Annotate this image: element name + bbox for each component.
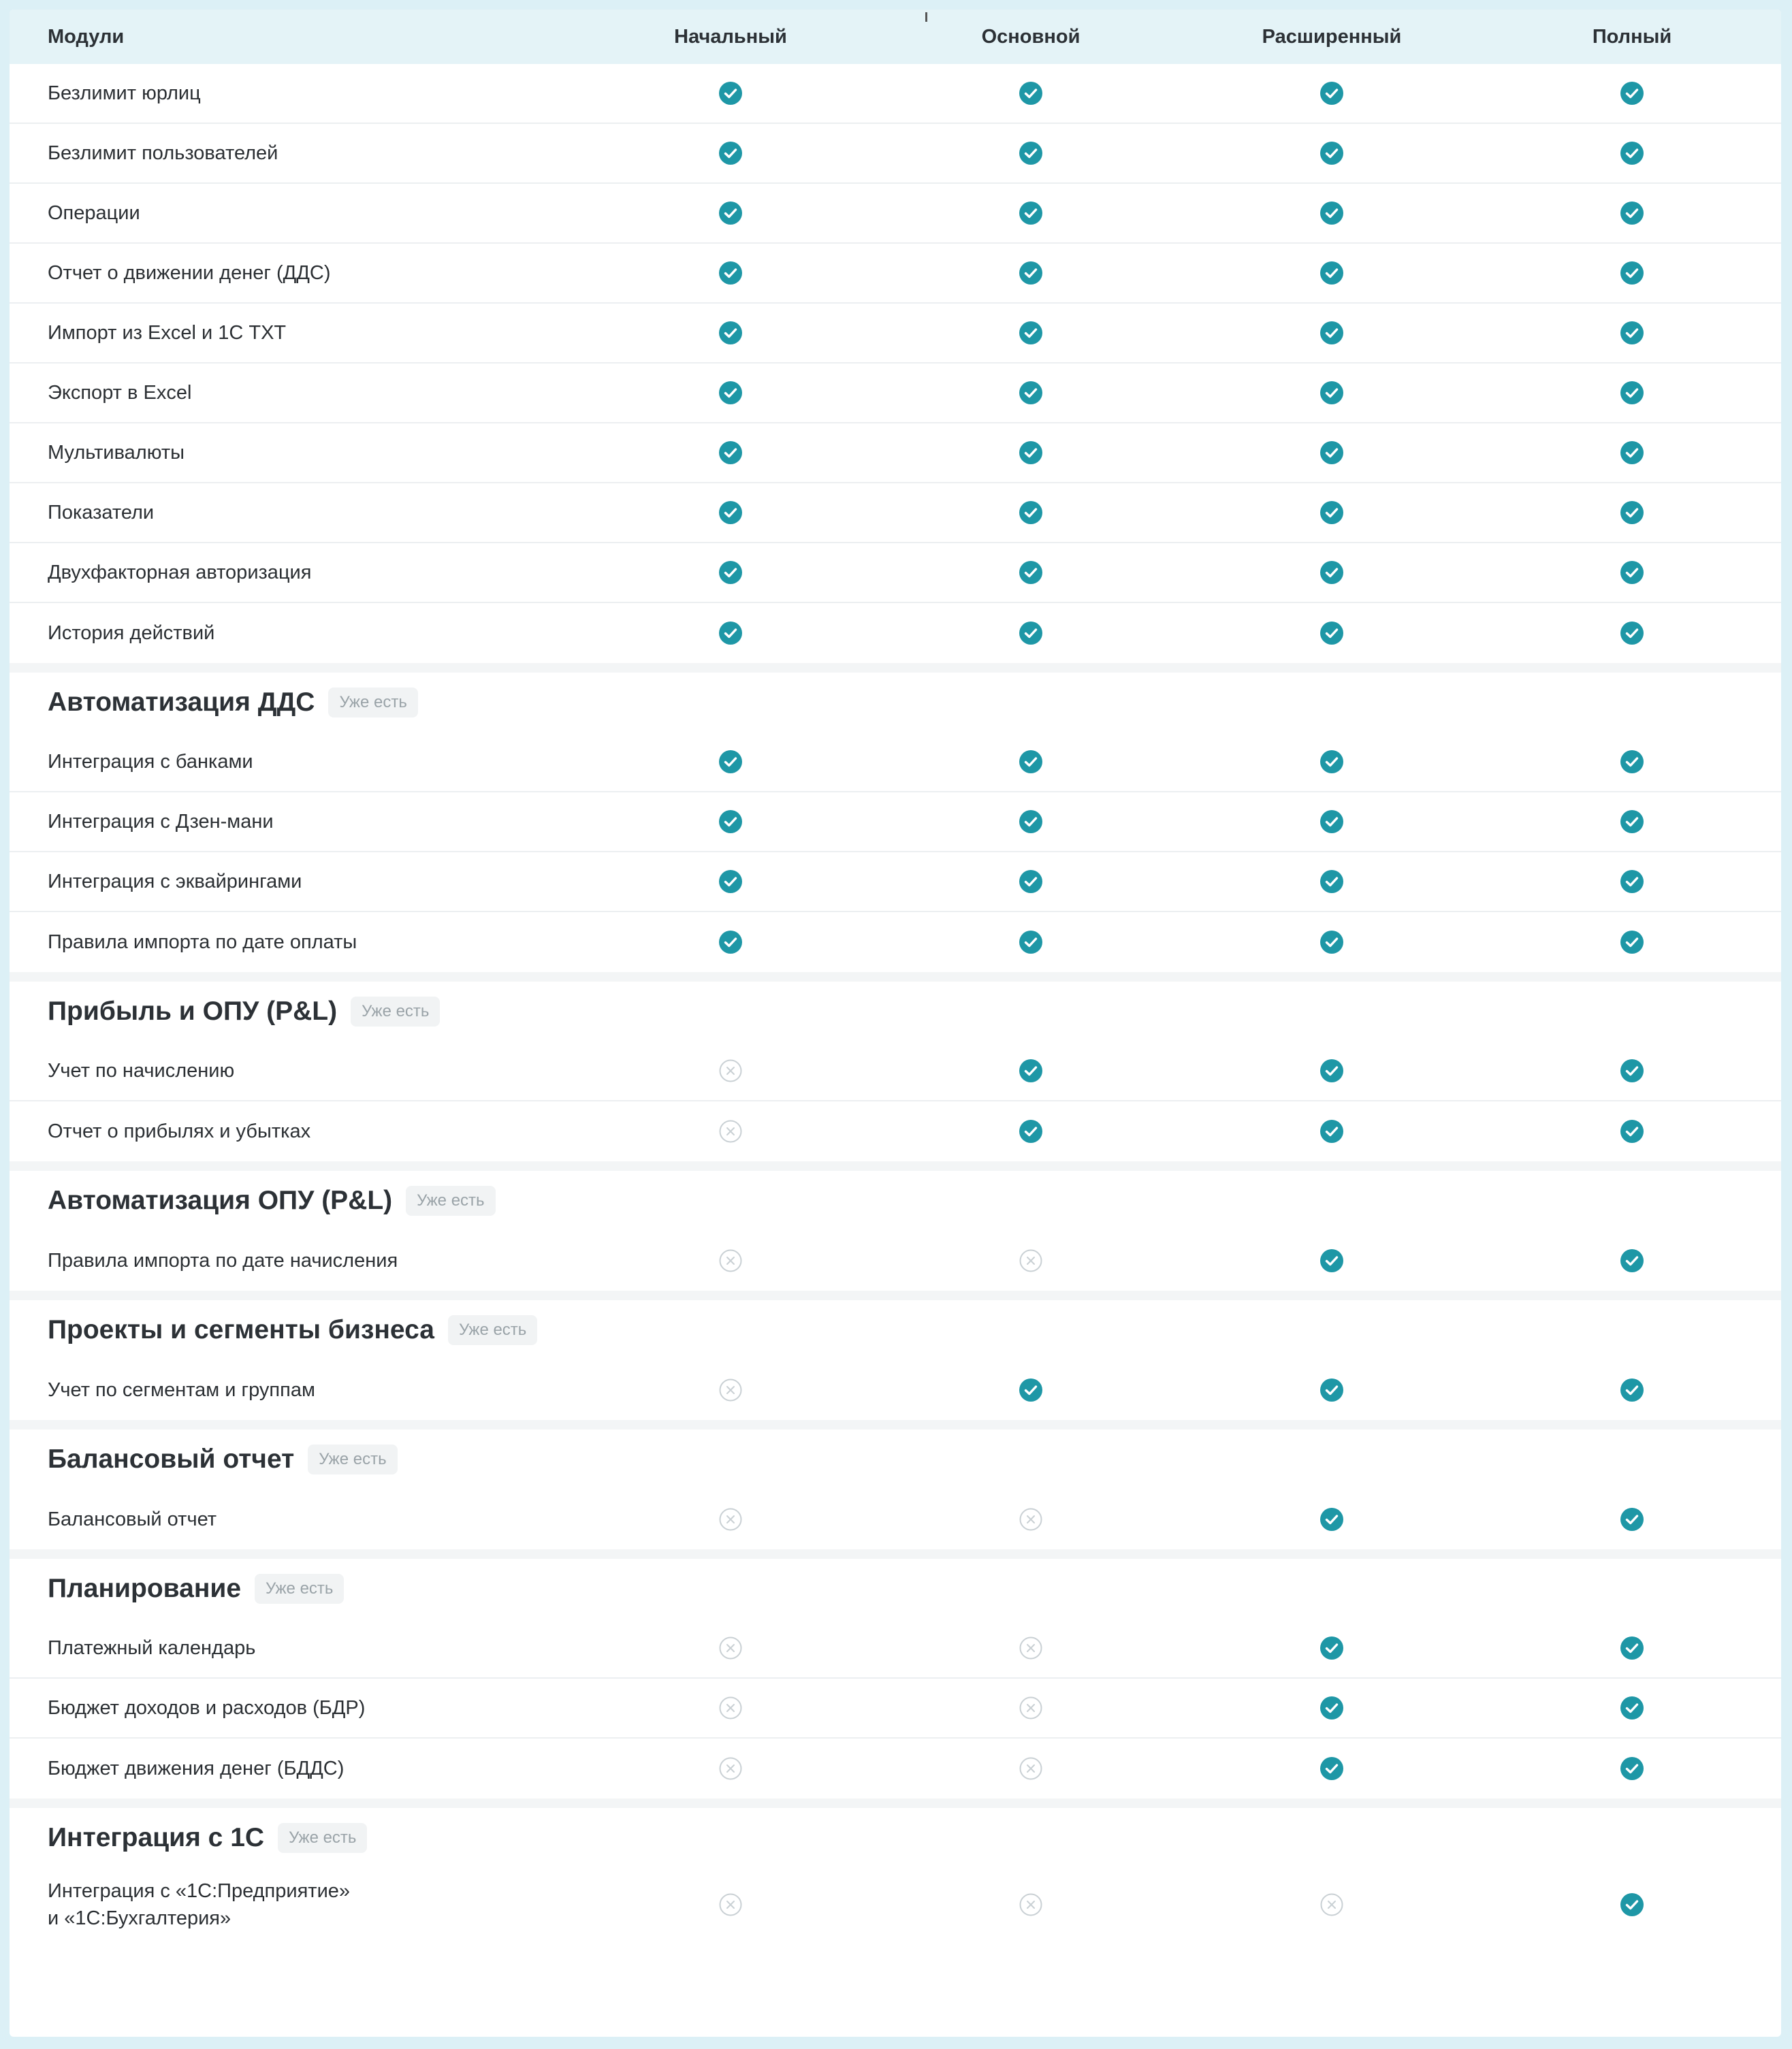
included-cell: [1620, 749, 1644, 774]
included-cell: [1620, 560, 1644, 585]
included-cell: [1319, 1507, 1344, 1532]
check-circle-icon: [1319, 1636, 1344, 1660]
check-circle-icon: [1019, 381, 1043, 405]
feature-label: Интеграция с «1С:Предприятие» и «1С:Бухгалтерия»: [48, 1880, 351, 1929]
included-cell: [1319, 1636, 1344, 1660]
included-cell: [1019, 141, 1043, 165]
check-circle-icon: [1620, 500, 1644, 525]
not-included-cell: [1019, 1892, 1043, 1917]
included-cell: [718, 869, 743, 894]
included-cell: [718, 621, 743, 645]
check-circle-icon: [1319, 201, 1344, 225]
header-divider-mark: [925, 12, 927, 22]
section-separator: [10, 1161, 1781, 1171]
x-circle-icon: [718, 1248, 743, 1273]
feature-label: Операции: [48, 202, 140, 224]
included-cell: [718, 930, 743, 954]
included-cell: [1319, 621, 1344, 645]
table-row: [10, 1619, 1781, 1679]
feature-label: Отчет о движении денег (ДДС): [48, 262, 331, 284]
included-cell: [1319, 141, 1344, 165]
feature-label: Интеграция с эквайрингами: [48, 871, 302, 892]
check-circle-icon: [718, 141, 743, 165]
pricing-comparison-table: [10, 10, 1781, 2037]
check-circle-icon: [1319, 809, 1344, 834]
already-available-badge: Уже есть: [351, 997, 440, 1027]
included-cell: [718, 500, 743, 525]
included-cell: [718, 749, 743, 774]
check-circle-icon: [1019, 560, 1043, 585]
feature-label: Бюджет движения денег (БДДС): [48, 1758, 345, 1779]
check-circle-icon: [718, 81, 743, 106]
already-available-badge: Уже есть: [328, 688, 417, 717]
included-cell: [718, 81, 743, 106]
x-circle-icon: [1019, 1696, 1043, 1720]
included-cell: [718, 201, 743, 225]
check-circle-icon: [1620, 749, 1644, 774]
check-circle-icon: [1019, 930, 1043, 954]
check-circle-icon: [1019, 809, 1043, 834]
section-header: [48, 1312, 537, 1348]
check-circle-icon: [718, 869, 743, 894]
check-circle-icon: [1019, 500, 1043, 525]
table-header: [10, 10, 1781, 64]
table-row: [10, 1101, 1781, 1161]
included-cell: [1019, 440, 1043, 465]
feature-label: Безлимит пользователей: [48, 142, 278, 164]
table-row: [10, 364, 1781, 423]
check-circle-icon: [1620, 1119, 1644, 1144]
check-circle-icon: [1620, 1378, 1644, 1402]
included-cell: [1019, 749, 1043, 774]
table-row: [10, 852, 1781, 912]
check-circle-icon: [1319, 1059, 1344, 1083]
included-cell: [1620, 321, 1644, 345]
check-circle-icon: [718, 381, 743, 405]
table-row: [10, 244, 1781, 304]
section-separator: [10, 972, 1781, 982]
included-cell: [1620, 621, 1644, 645]
included-cell: [1319, 381, 1344, 405]
check-circle-icon: [1019, 261, 1043, 285]
included-cell: [1620, 81, 1644, 106]
section-separator: [10, 1420, 1781, 1430]
check-circle-icon: [1620, 621, 1644, 645]
section-header: [48, 685, 418, 720]
table-row: [10, 732, 1781, 792]
included-cell: [1319, 261, 1344, 285]
check-circle-icon: [718, 560, 743, 585]
check-circle-icon: [1620, 869, 1644, 894]
x-circle-icon: [1019, 1248, 1043, 1273]
x-circle-icon: [1019, 1892, 1043, 1917]
included-cell: [1019, 809, 1043, 834]
feature-label: Двухфакторная авторизация: [48, 562, 312, 583]
included-cell: [1019, 81, 1043, 106]
check-circle-icon: [1319, 1507, 1344, 1532]
check-circle-icon: [1319, 261, 1344, 285]
check-circle-icon: [718, 809, 743, 834]
included-cell: [1620, 1248, 1644, 1273]
check-circle-icon: [1019, 321, 1043, 345]
section-title: Автоматизация ОПУ (P&L): [48, 1186, 393, 1215]
included-cell: [1319, 1248, 1344, 1273]
included-cell: [1620, 1119, 1644, 1144]
not-included-cell: [718, 1636, 743, 1660]
check-circle-icon: [1019, 81, 1043, 106]
check-circle-icon: [1319, 749, 1344, 774]
check-circle-icon: [1620, 1636, 1644, 1660]
included-cell: [1319, 1059, 1344, 1083]
check-circle-icon: [1319, 930, 1344, 954]
feature-label: Платежный календарь: [48, 1637, 256, 1659]
feature-label: Бюджет доходов и расходов (БДР): [48, 1697, 366, 1719]
table-row: [10, 184, 1781, 244]
check-circle-icon: [1620, 1892, 1644, 1917]
check-circle-icon: [1620, 201, 1644, 225]
included-cell: [1620, 141, 1644, 165]
x-circle-icon: [718, 1119, 743, 1144]
check-circle-icon: [1319, 869, 1344, 894]
not-included-cell: [1019, 1756, 1043, 1781]
check-circle-icon: [1620, 1507, 1644, 1532]
not-included-cell: [1019, 1696, 1043, 1720]
x-circle-icon: [718, 1696, 743, 1720]
not-included-cell: [718, 1059, 743, 1083]
section-separator: [10, 1549, 1781, 1559]
check-circle-icon: [1019, 201, 1043, 225]
not-included-cell: [1019, 1248, 1043, 1273]
section-header: [48, 1442, 398, 1477]
not-included-cell: [1319, 1892, 1344, 1917]
already-available-badge: Уже есть: [255, 1574, 344, 1604]
feature-label: Балансовый отчет: [48, 1508, 217, 1530]
included-cell: [1620, 869, 1644, 894]
table-row: [10, 483, 1781, 543]
section-title: Планирование: [48, 1574, 242, 1603]
check-circle-icon: [718, 621, 743, 645]
included-cell: [1019, 1378, 1043, 1402]
check-circle-icon: [1319, 1756, 1344, 1781]
table-row: [10, 1739, 1781, 1798]
section-title: Балансовый отчет: [48, 1445, 295, 1474]
table-row: [10, 543, 1781, 603]
check-circle-icon: [1319, 560, 1344, 585]
check-circle-icon: [1620, 440, 1644, 465]
included-cell: [1319, 1756, 1344, 1781]
check-circle-icon: [1319, 1696, 1344, 1720]
x-circle-icon: [718, 1059, 743, 1083]
already-available-badge: Уже есть: [448, 1315, 537, 1345]
plan-column-header: Начальный: [674, 26, 787, 48]
check-circle-icon: [718, 749, 743, 774]
table-row: [10, 1231, 1781, 1291]
included-cell: [1019, 1119, 1043, 1144]
included-cell: [1620, 1696, 1644, 1720]
section-title: Автоматизация ДДС: [48, 688, 315, 717]
table-row: [10, 1679, 1781, 1739]
included-cell: [718, 321, 743, 345]
included-cell: [718, 560, 743, 585]
not-included-cell: [718, 1507, 743, 1532]
included-cell: [1620, 1378, 1644, 1402]
feature-label: Правила импорта по дате оплаты: [48, 931, 357, 953]
x-circle-icon: [1019, 1636, 1043, 1660]
check-circle-icon: [1319, 81, 1344, 106]
included-cell: [1019, 500, 1043, 525]
included-cell: [718, 809, 743, 834]
feature-label: Отчет о прибылях и убытках: [48, 1120, 311, 1142]
plan-column-header: Расширенный: [1262, 26, 1402, 48]
included-cell: [1620, 1636, 1644, 1660]
included-cell: [1319, 809, 1344, 834]
included-cell: [718, 381, 743, 405]
feature-label: История действий: [48, 622, 215, 644]
modules-column-header: Модули: [48, 26, 125, 48]
check-circle-icon: [1620, 81, 1644, 106]
feature-label: Учет по сегментам и группам: [48, 1379, 315, 1401]
included-cell: [1019, 201, 1043, 225]
check-circle-icon: [718, 261, 743, 285]
check-circle-icon: [1019, 869, 1043, 894]
included-cell: [1620, 1892, 1644, 1917]
x-circle-icon: [718, 1507, 743, 1532]
table-row: [10, 64, 1781, 124]
included-cell: [1620, 930, 1644, 954]
check-circle-icon: [718, 321, 743, 345]
check-circle-icon: [1319, 1248, 1344, 1273]
check-circle-icon: [1019, 1059, 1043, 1083]
not-included-cell: [718, 1378, 743, 1402]
check-circle-icon: [1319, 440, 1344, 465]
check-circle-icon: [1319, 500, 1344, 525]
check-circle-icon: [1319, 381, 1344, 405]
check-circle-icon: [1620, 321, 1644, 345]
x-circle-icon: [1019, 1507, 1043, 1532]
check-circle-icon: [1620, 809, 1644, 834]
feature-label: Показатели: [48, 502, 155, 523]
included-cell: [1319, 869, 1344, 894]
already-available-badge: Уже есть: [278, 1823, 367, 1853]
included-cell: [1620, 1756, 1644, 1781]
included-cell: [1319, 500, 1344, 525]
table-row: [10, 1042, 1781, 1101]
included-cell: [718, 141, 743, 165]
check-circle-icon: [1019, 440, 1043, 465]
check-circle-icon: [1620, 560, 1644, 585]
not-included-cell: [718, 1696, 743, 1720]
table-row: [10, 912, 1781, 972]
section-header: [48, 1820, 367, 1856]
x-circle-icon: [1319, 1892, 1344, 1917]
included-cell: [1019, 869, 1043, 894]
check-circle-icon: [1620, 1248, 1644, 1273]
table-row: [10, 792, 1781, 852]
check-circle-icon: [1620, 930, 1644, 954]
included-cell: [1319, 81, 1344, 106]
check-circle-icon: [1620, 1756, 1644, 1781]
check-circle-icon: [1319, 621, 1344, 645]
feature-label: Мультивалюты: [48, 442, 185, 464]
feature-label: Импорт из Excel и 1С ТХТ: [48, 322, 287, 344]
check-circle-icon: [1319, 321, 1344, 345]
included-cell: [1019, 560, 1043, 585]
included-cell: [1620, 261, 1644, 285]
table-row: [10, 1360, 1781, 1420]
included-cell: [1319, 1696, 1344, 1720]
x-circle-icon: [1019, 1756, 1043, 1781]
check-circle-icon: [718, 500, 743, 525]
included-cell: [1019, 930, 1043, 954]
check-circle-icon: [1620, 1696, 1644, 1720]
feature-label: Интеграция с Дзен-мани: [48, 811, 274, 833]
not-included-cell: [718, 1756, 743, 1781]
included-cell: [1019, 621, 1043, 645]
not-included-cell: [718, 1119, 743, 1144]
table-row: [10, 1489, 1781, 1549]
section-title: Прибыль и ОПУ (P&L): [48, 997, 338, 1026]
section-separator: [10, 1798, 1781, 1808]
included-cell: [1019, 381, 1043, 405]
table-row: [10, 124, 1781, 184]
check-circle-icon: [718, 440, 743, 465]
check-circle-icon: [1620, 1059, 1644, 1083]
included-cell: [1620, 201, 1644, 225]
check-circle-icon: [1019, 749, 1043, 774]
check-circle-icon: [1319, 141, 1344, 165]
section-separator: [10, 1291, 1781, 1300]
included-cell: [1620, 1059, 1644, 1083]
feature-label: Интеграция с банками: [48, 751, 253, 773]
check-circle-icon: [1319, 1378, 1344, 1402]
included-cell: [1019, 321, 1043, 345]
not-included-cell: [1019, 1636, 1043, 1660]
feature-label: Безлимит юрлиц: [48, 82, 201, 104]
section-header: [48, 1571, 344, 1607]
included-cell: [1319, 749, 1344, 774]
section-title: Интеграция с 1С: [48, 1823, 265, 1852]
included-cell: [1019, 1059, 1043, 1083]
check-circle-icon: [1620, 261, 1644, 285]
included-cell: [1620, 1507, 1644, 1532]
table-row: [10, 603, 1781, 663]
already-available-badge: Уже есть: [308, 1445, 397, 1474]
plan-column-header: Основной: [981, 26, 1081, 48]
table-row: [10, 1868, 1781, 1941]
check-circle-icon: [1319, 1119, 1344, 1144]
section-title: Проекты и сегменты бизнеса: [48, 1315, 434, 1344]
x-circle-icon: [718, 1636, 743, 1660]
included-cell: [1319, 321, 1344, 345]
included-cell: [1620, 500, 1644, 525]
plan-column-header: Полный: [1592, 26, 1672, 48]
x-circle-icon: [718, 1378, 743, 1402]
included-cell: [1319, 1378, 1344, 1402]
check-circle-icon: [1620, 381, 1644, 405]
included-cell: [1319, 560, 1344, 585]
table-row: [10, 423, 1781, 483]
already-available-badge: Уже есть: [406, 1186, 495, 1216]
included-cell: [718, 261, 743, 285]
included-cell: [1620, 440, 1644, 465]
x-circle-icon: [718, 1892, 743, 1917]
x-circle-icon: [718, 1756, 743, 1781]
included-cell: [1319, 201, 1344, 225]
not-included-cell: [1019, 1507, 1043, 1532]
not-included-cell: [718, 1248, 743, 1273]
not-included-cell: [718, 1892, 743, 1917]
section-header: [48, 994, 440, 1029]
included-cell: [1620, 809, 1644, 834]
check-circle-icon: [1019, 1378, 1043, 1402]
check-circle-icon: [1019, 621, 1043, 645]
feature-label: Экспорт в Excel: [48, 382, 192, 404]
feature-label: Учет по начислению: [48, 1060, 235, 1082]
included-cell: [1319, 440, 1344, 465]
included-cell: [1019, 261, 1043, 285]
check-circle-icon: [1019, 141, 1043, 165]
included-cell: [718, 440, 743, 465]
feature-label: Правила импорта по дате начисления: [48, 1250, 398, 1272]
check-circle-icon: [718, 930, 743, 954]
check-circle-icon: [1019, 1119, 1043, 1144]
included-cell: [1620, 381, 1644, 405]
section-separator: [10, 663, 1781, 673]
included-cell: [1319, 1119, 1344, 1144]
table-row: [10, 304, 1781, 364]
included-cell: [1319, 930, 1344, 954]
check-circle-icon: [718, 201, 743, 225]
section-header: [48, 1183, 496, 1219]
check-circle-icon: [1620, 141, 1644, 165]
